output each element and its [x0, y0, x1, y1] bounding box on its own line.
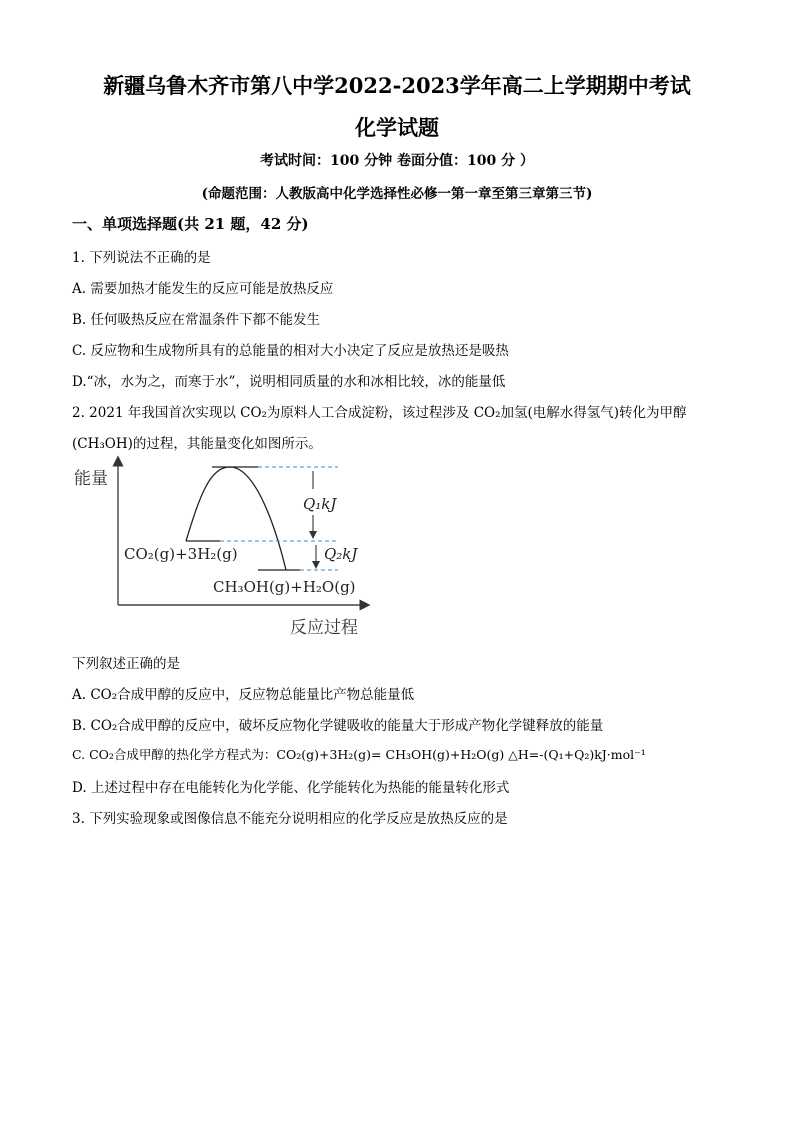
- section-heading: 一、单项选择题(共 21 题，42 分): [72, 215, 309, 233]
- y-axis-label: 能量: [74, 469, 108, 489]
- q2-label: Q₂kJ: [324, 545, 358, 563]
- q1-option-c: C. 反应物和生成物所具有的总能量的相对大小决定了反应是放热还是吸热: [72, 343, 509, 359]
- q2-option-b: B. CO₂合成甲醇的反应中，破坏反应物化学键吸收的能量大于形成产物化学键释放的能量: [72, 718, 604, 734]
- q2-option-d: D. 上述过程中存在电能转化为化学能、化学能转化为热能的能量转化形式: [72, 780, 510, 796]
- exam-info: 考试时间：100 分钟 卷面分值：100 分 ）: [260, 153, 534, 169]
- q2-stem-line1: 2. 2021 年我国首次实现以 CO₂为原料人工合成淀粉，该过程涉及 CO₂加氢(电解水得氢气)转化为甲醇: [72, 405, 687, 421]
- energy-diagram: [60, 455, 390, 645]
- q2-stem-line2: (CH₃OH)的过程，其能量变化如图所示。: [72, 436, 322, 452]
- q2-prompt: 下列叙述正确的是: [72, 656, 180, 672]
- q2-option-c: C. CO₂合成甲醇的热化学方程式为：CO₂(g)+3H₂(g)= CH₃OH(g)+H₂O(g) △H=-(Q₁+Q₂)kJ·mol⁻¹: [72, 747, 646, 762]
- subject-title: 化学试题: [355, 115, 439, 140]
- q1-option-d: D.“冰，水为之，而寒于水”，说明相同质量的水和冰相比较，冰的能量低: [72, 374, 506, 390]
- products-label: CH₃OH(g)+H₂O(g): [213, 578, 356, 596]
- q3-stem: 3. 下列实验现象或图像信息不能充分说明相应的化学反应是放热反应的是: [72, 811, 508, 827]
- x-axis-label: 反应过程: [290, 618, 358, 638]
- exam-title: 新疆乌鲁木齐市第八中学2022-2023学年高二上学期期中考试: [103, 73, 691, 98]
- q1-option-a: A. 需要加热才能发生的反应可能是放热反应: [72, 281, 334, 297]
- q1-stem: 1. 下列说法不正确的是: [72, 250, 211, 266]
- q2-option-a: A. CO₂合成甲醇的反应中，反应物总能量比产物总能量低: [72, 687, 415, 703]
- exam-scope: (命题范围：人教版高中化学选择性必修一第一章至第三章第三节): [201, 186, 593, 202]
- q1-label: Q₁kJ: [303, 495, 337, 513]
- reactants-label: CO₂(g)+3H₂(g): [124, 545, 238, 563]
- q1-option-b: B. 任何吸热反应在常温条件下都不能发生: [72, 312, 321, 328]
